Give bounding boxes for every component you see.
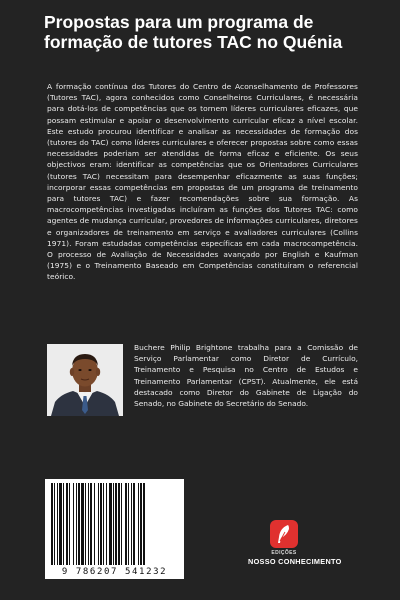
synopsis-text: A formação contínua dos Tutores do Centro de Aconselhamento de Professores (Tutores TAC), agora conhecidos como Conselheiros Curriculares, é necessária para dotá-los de competências que os tornem líderes curriculares eficazes, que possam estimular e apoiar o desenvolvimento curricular eficaz a nível escolar. Este estudo procurou identificar e analisar as necessidades de formação dos (tutores do TAC) como líderes curriculares e oferecer propostas sobre como essas necessidades poderiam ser atendidas de forma eficaz e eficiente. Os seus objectivos eram: identificar as competências que os Orientadores Curriculares (tutores TAC) necessitam para desempenhar eficazmente as suas funções; incorporar essas competências em propostas de um programa de treinamento para tutores TAC) e fazer recomendações sobre sua formação. As macrocompetências investigadas incluíram as funções dos Tutores TAC: como agentes de mudança curricular, provedores de informações curriculares, diretores e organizadores de treinamento em serviço e avaliadores curriculares (Collins 1971). Foram estudadas competências específicas em cada macrocompetência. O processo de Avaliação de Necessidades avançado por English e Kaufman (1975) e o Treinamento Baseado em Competências constituíram o referencial teórico. (47, 82, 358, 282)
isbn-number: 9 786207 541232 (61, 567, 168, 577)
isbn-barcode (45, 479, 184, 579)
barcode-image (49, 483, 180, 565)
author-portrait-image (47, 344, 123, 416)
author-photo (47, 344, 123, 416)
quill-feather-icon (270, 520, 298, 548)
publisher-logo (248, 514, 342, 574)
publisher-name: NOSSO CONHECIMENTO (248, 557, 342, 566)
publisher-label-small: EDIÇÕES (271, 550, 297, 556)
book-title: Propostas para um programa de formação de tutores TAC no Quénia (44, 12, 343, 52)
author-bio: Buchere Philip Brightone trabalha para a Comissão de Serviço Parlamentar como Diretor de Currículo, Treinamento e Pesquisa no Centro de Estudos e Treinamento Parlamentar (CPST). Atualmente, ele está destacado como Diretor do Gabinete de Ligação do Senado, no Gabinete do Secretário do Senado. (134, 343, 358, 409)
